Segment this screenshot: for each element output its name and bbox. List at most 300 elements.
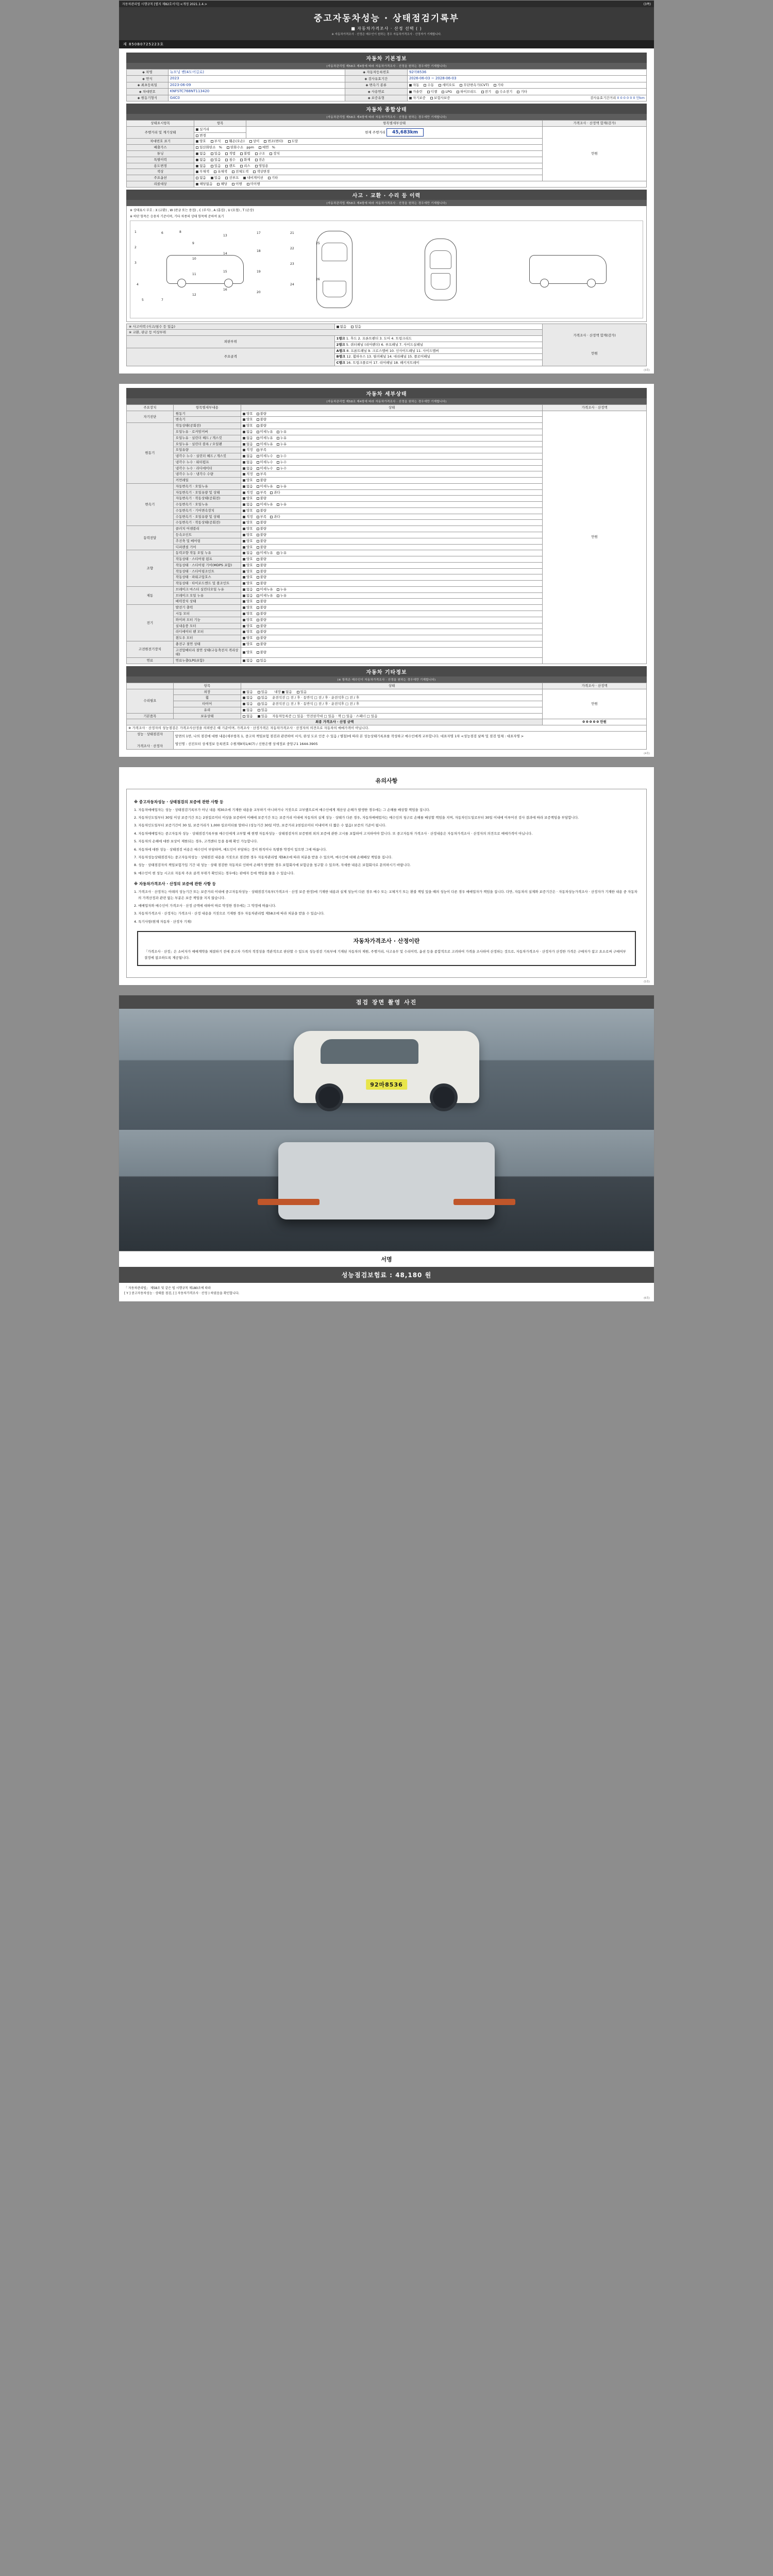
opt-use-yes[interactable]: 있음 bbox=[211, 164, 221, 168]
opt-fuel-hybrid[interactable]: 하이브리드 bbox=[457, 90, 476, 94]
opt-color-chromatic[interactable]: 유채색 bbox=[214, 170, 227, 174]
opt-exterior-yes[interactable]: 있음 bbox=[258, 690, 268, 694]
opt-누유[interactable] bbox=[277, 430, 287, 434]
checkbox-icon[interactable] bbox=[257, 564, 259, 567]
opt-불량[interactable] bbox=[257, 642, 267, 647]
opt-불량[interactable] bbox=[257, 569, 267, 574]
checkbox-icon[interactable] bbox=[243, 534, 245, 536]
checkbox-icon[interactable] bbox=[243, 659, 245, 662]
row-vin-opts[interactable] bbox=[194, 139, 543, 145]
row-mileage-opts[interactable] bbox=[194, 126, 246, 132]
checkbox-icon[interactable] bbox=[277, 485, 279, 488]
checkbox-icon[interactable] bbox=[257, 413, 259, 415]
opt-양호[interactable] bbox=[243, 599, 253, 604]
checkbox-icon[interactable] bbox=[277, 588, 279, 591]
opt-누수[interactable] bbox=[277, 460, 287, 465]
checkbox-icon[interactable] bbox=[257, 600, 259, 603]
checkbox-icon[interactable] bbox=[257, 582, 259, 585]
opt-양호[interactable] bbox=[243, 581, 253, 586]
opt-interior-none[interactable]: 없음 bbox=[282, 690, 292, 694]
checkbox-icon[interactable] bbox=[277, 455, 279, 457]
opt-불량[interactable] bbox=[257, 496, 267, 501]
checkbox-icon[interactable] bbox=[243, 570, 245, 573]
checkbox-icon[interactable] bbox=[257, 576, 259, 579]
checkbox-icon[interactable] bbox=[257, 643, 259, 646]
detail-item-options[interactable] bbox=[241, 478, 542, 484]
opt-wheel-yes[interactable]: 있음 bbox=[258, 696, 268, 700]
opt-불량[interactable] bbox=[257, 509, 267, 513]
detail-item-options[interactable] bbox=[241, 520, 542, 526]
detail-item-options[interactable] bbox=[241, 574, 542, 581]
checkbox-icon[interactable] bbox=[257, 443, 259, 446]
opt-불량[interactable] bbox=[257, 478, 267, 483]
detail-item-options[interactable] bbox=[241, 441, 542, 447]
detail-item-options[interactable] bbox=[241, 459, 542, 465]
opt-transmission-auto[interactable]: 자동 bbox=[409, 83, 419, 88]
opt-없음[interactable] bbox=[243, 454, 253, 459]
detail-item-options[interactable] bbox=[241, 658, 542, 664]
detail-item-options[interactable] bbox=[241, 514, 542, 520]
opt-양호[interactable] bbox=[243, 412, 253, 416]
detail-item-options[interactable] bbox=[241, 453, 542, 460]
opt-color-full-repaint[interactable]: 전체도색 bbox=[232, 170, 248, 174]
detail-item-options[interactable] bbox=[241, 556, 542, 563]
opt-special-none[interactable]: 없음 bbox=[196, 158, 206, 162]
opt-tuning-legal[interactable]: 적법 bbox=[225, 151, 236, 156]
detail-item-options[interactable] bbox=[241, 538, 542, 544]
checkbox-icon[interactable] bbox=[257, 485, 259, 488]
row-recall-opts[interactable] bbox=[194, 181, 647, 187]
opt-불량[interactable] bbox=[257, 630, 267, 634]
opt-부족[interactable] bbox=[257, 515, 267, 519]
checkbox-icon[interactable] bbox=[257, 625, 259, 628]
opt-양호[interactable] bbox=[243, 630, 253, 634]
row-mileage-opt2[interactable] bbox=[194, 132, 246, 139]
checkbox-icon[interactable] bbox=[257, 479, 259, 482]
checkbox-icon[interactable] bbox=[243, 497, 245, 500]
row-options-opts[interactable] bbox=[194, 175, 543, 181]
opt-미세누수[interactable] bbox=[257, 454, 273, 459]
opt-양호[interactable] bbox=[243, 636, 253, 640]
detail-item-options[interactable] bbox=[241, 465, 542, 471]
opt-불량[interactable] bbox=[257, 527, 267, 531]
detail-item-options[interactable] bbox=[241, 417, 542, 423]
detail-item-options[interactable] bbox=[241, 507, 542, 514]
detail-item-options[interactable] bbox=[241, 611, 542, 617]
detail-item-options[interactable] bbox=[241, 562, 542, 568]
detail-item-options[interactable] bbox=[241, 429, 542, 435]
detail-item-options[interactable] bbox=[241, 623, 542, 629]
opt-과다[interactable] bbox=[270, 515, 280, 519]
opt-없음[interactable] bbox=[243, 502, 253, 507]
checkbox-icon[interactable] bbox=[243, 595, 245, 597]
opt-vin-damage[interactable]: 훼손(오손) bbox=[225, 139, 244, 144]
opt-미세누수[interactable] bbox=[257, 466, 273, 471]
opt-불량[interactable] bbox=[257, 599, 267, 604]
checkbox-icon[interactable] bbox=[257, 619, 259, 621]
opt-use-lease[interactable]: 리스 bbox=[240, 164, 250, 168]
checkbox-icon[interactable] bbox=[243, 449, 245, 451]
opt-미세누유[interactable] bbox=[257, 551, 273, 555]
detail-item-options[interactable] bbox=[241, 544, 542, 550]
opt-없음[interactable] bbox=[243, 466, 253, 471]
checkbox-icon[interactable] bbox=[257, 631, 259, 633]
detail-item-options[interactable] bbox=[241, 605, 542, 611]
opt-양호[interactable] bbox=[243, 527, 253, 531]
opt-emission-smoke[interactable]: 매연 % bbox=[259, 145, 275, 150]
opt-warranty-self[interactable]: 자기보증 bbox=[409, 96, 426, 100]
detail-item-options[interactable] bbox=[241, 411, 542, 417]
warranty-and-distance[interactable] bbox=[407, 95, 646, 101]
opt-미세누유[interactable] bbox=[257, 502, 273, 507]
opt-불량[interactable] bbox=[257, 423, 267, 428]
checkbox-icon[interactable] bbox=[277, 461, 279, 464]
opt-양호[interactable] bbox=[243, 612, 253, 616]
opt-없음[interactable] bbox=[243, 436, 253, 440]
opt-tuning-structure[interactable]: 구조 bbox=[255, 151, 265, 156]
opt-양호[interactable] bbox=[243, 423, 253, 428]
row-tuning-opts[interactable] bbox=[194, 150, 543, 157]
opt-recall-done[interactable]: 이행 bbox=[232, 182, 242, 187]
opt-tuning-none[interactable]: 없음 bbox=[196, 151, 206, 156]
checkbox-icon[interactable] bbox=[243, 443, 245, 446]
checkbox-icon[interactable] bbox=[243, 600, 245, 603]
checkbox-icon[interactable] bbox=[243, 631, 245, 633]
detail-item-options[interactable] bbox=[241, 599, 542, 605]
detail-item-options[interactable] bbox=[241, 502, 542, 508]
checkbox-icon[interactable] bbox=[243, 637, 245, 639]
opt-불량[interactable] bbox=[257, 533, 267, 537]
detail-item-options[interactable] bbox=[241, 647, 542, 658]
opt-양호[interactable] bbox=[243, 539, 253, 544]
checkbox-icon[interactable] bbox=[257, 425, 259, 427]
checkbox-icon[interactable] bbox=[257, 510, 259, 512]
detail-item-options[interactable] bbox=[241, 629, 542, 635]
opt-없음[interactable] bbox=[243, 460, 253, 465]
checkbox-icon[interactable] bbox=[257, 546, 259, 549]
checkbox-icon[interactable] bbox=[277, 443, 279, 446]
checkbox-icon[interactable] bbox=[243, 528, 245, 530]
opt-양호[interactable] bbox=[243, 563, 253, 568]
opt-누유[interactable] bbox=[277, 484, 287, 489]
checkbox-icon[interactable] bbox=[257, 528, 259, 530]
opt-mileage-changed[interactable]: 변경 bbox=[196, 133, 206, 138]
opt-vin-good[interactable]: 양호 bbox=[196, 139, 206, 144]
detail-item-options[interactable] bbox=[241, 635, 542, 641]
checkbox-icon[interactable] bbox=[243, 552, 245, 554]
opt-양호[interactable] bbox=[243, 496, 253, 501]
checkbox-icon[interactable] bbox=[277, 431, 279, 433]
checkbox-icon[interactable] bbox=[277, 467, 279, 470]
checkbox-icon[interactable] bbox=[257, 651, 259, 654]
opt-transmission-cvt[interactable]: 무단변속기(CVT) bbox=[460, 83, 489, 88]
checkbox-icon[interactable] bbox=[243, 510, 245, 512]
opt-미세누유[interactable] bbox=[257, 587, 273, 592]
opt-누유[interactable] bbox=[277, 594, 287, 598]
opt-양호[interactable] bbox=[243, 569, 253, 574]
opt-불량[interactable] bbox=[257, 605, 267, 610]
checkbox-icon[interactable] bbox=[257, 570, 259, 573]
opt-accident-none[interactable]: 없음 bbox=[337, 325, 347, 329]
checkbox-icon[interactable] bbox=[243, 418, 245, 421]
checkbox-icon[interactable] bbox=[257, 516, 259, 518]
opt-use-none[interactable]: 없음 bbox=[196, 164, 206, 168]
opt-양호[interactable] bbox=[243, 417, 253, 422]
opt-불량[interactable] bbox=[257, 563, 267, 568]
checkbox-icon[interactable] bbox=[243, 540, 245, 543]
detail-item-options[interactable] bbox=[241, 496, 542, 502]
opt-불량[interactable] bbox=[257, 612, 267, 616]
opt-tuning-yes[interactable]: 있음 bbox=[211, 151, 221, 156]
checkbox-icon[interactable] bbox=[277, 503, 279, 506]
opt-transmission-etc[interactable]: 기타 bbox=[494, 83, 504, 88]
checkbox-icon[interactable] bbox=[257, 503, 259, 506]
opt-interior-yes[interactable]: 있음 bbox=[297, 690, 307, 694]
opt-누수[interactable] bbox=[277, 466, 287, 471]
opt-누유[interactable] bbox=[277, 442, 287, 447]
opt-special-yes[interactable]: 있음 bbox=[211, 158, 221, 162]
checkbox-icon[interactable] bbox=[243, 606, 245, 609]
opt-불량[interactable] bbox=[257, 539, 267, 544]
opt-양호[interactable] bbox=[243, 605, 253, 610]
opt-vin-erased[interactable]: 도말 bbox=[288, 139, 298, 144]
opt-불량[interactable] bbox=[257, 557, 267, 562]
opt-fuel-etc[interactable]: 기타 bbox=[517, 90, 527, 94]
opt-양호[interactable] bbox=[243, 520, 253, 525]
opt-부족[interactable] bbox=[257, 472, 267, 477]
opt-tuning-illegal[interactable]: 불법 bbox=[240, 151, 250, 156]
opt-미세누유[interactable] bbox=[257, 594, 273, 598]
checkbox-icon[interactable] bbox=[243, 521, 245, 524]
detail-item-options[interactable] bbox=[241, 526, 542, 532]
opt-option-yes[interactable]: 있음 bbox=[211, 176, 221, 180]
checkbox-icon[interactable] bbox=[257, 637, 259, 639]
opt-미세누유[interactable] bbox=[257, 430, 273, 434]
opt-special-total-loss[interactable]: 전손 bbox=[255, 158, 265, 162]
checkbox-icon[interactable] bbox=[243, 467, 245, 470]
opt-exterior-none[interactable]: 없음 bbox=[243, 690, 253, 694]
opt-미세누유[interactable] bbox=[257, 442, 273, 447]
checkbox-icon[interactable] bbox=[243, 564, 245, 567]
detail-item-options[interactable] bbox=[241, 471, 542, 478]
checkbox-icon[interactable] bbox=[257, 461, 259, 464]
checkbox-icon[interactable] bbox=[257, 455, 259, 457]
checkbox-icon[interactable] bbox=[257, 558, 259, 561]
detail-item-options[interactable] bbox=[241, 641, 542, 647]
opt-양호[interactable] bbox=[243, 642, 253, 647]
checkbox-icon[interactable] bbox=[257, 521, 259, 524]
checkbox-icon[interactable] bbox=[243, 455, 245, 457]
opt-accident-yes[interactable]: 있음 bbox=[351, 325, 361, 329]
opt-vin-altered[interactable]: 변조(변타) bbox=[264, 139, 283, 144]
opt-fuel-diesel[interactable]: 디젤 bbox=[427, 90, 438, 94]
checkbox-icon[interactable] bbox=[257, 473, 259, 476]
opt-누수[interactable] bbox=[277, 454, 287, 459]
opt-불량[interactable] bbox=[257, 545, 267, 550]
opt-불량[interactable] bbox=[257, 650, 267, 655]
opt-적정[interactable] bbox=[243, 472, 253, 477]
checkbox-icon[interactable] bbox=[257, 659, 259, 662]
opt-use-rent[interactable]: 렌트 bbox=[225, 164, 236, 168]
opt-없음[interactable] bbox=[243, 484, 253, 489]
checkbox-icon[interactable] bbox=[257, 534, 259, 536]
detail-item-options[interactable] bbox=[241, 447, 542, 453]
opt-불량[interactable] bbox=[257, 520, 267, 525]
opt-없음[interactable] bbox=[243, 658, 253, 663]
row-usechange-opts[interactable] bbox=[194, 163, 543, 169]
opt-glass-yes[interactable]: 있음 bbox=[258, 708, 268, 713]
checkbox-icon[interactable] bbox=[257, 467, 259, 470]
detail-item-options[interactable] bbox=[241, 617, 542, 623]
checkbox-icon[interactable] bbox=[257, 613, 259, 615]
opt-emission-co[interactable]: 일산화탄소 % bbox=[196, 145, 222, 150]
opt-special-fire[interactable]: 화재 bbox=[240, 158, 250, 162]
car-diagram-area[interactable] bbox=[130, 221, 643, 318]
transmission-options[interactable] bbox=[407, 82, 646, 88]
other-opts-wheel[interactable] bbox=[241, 695, 542, 701]
opt-누유[interactable] bbox=[277, 502, 287, 507]
checkbox-icon[interactable] bbox=[243, 651, 245, 654]
detail-item-options[interactable] bbox=[241, 586, 542, 592]
checkbox-icon[interactable] bbox=[277, 437, 279, 439]
opt-없음[interactable] bbox=[243, 594, 253, 598]
checkbox-icon[interactable] bbox=[243, 588, 245, 591]
detail-item-options[interactable] bbox=[241, 489, 542, 496]
opt-recall-applicable[interactable]: 해당 bbox=[217, 182, 227, 187]
checkbox-icon[interactable] bbox=[243, 503, 245, 506]
opt-fuel-electric[interactable]: 전기 bbox=[481, 90, 492, 94]
checkbox-icon[interactable] bbox=[243, 582, 245, 585]
checkbox-icon[interactable] bbox=[277, 595, 279, 597]
checkbox-icon[interactable] bbox=[243, 431, 245, 433]
opt-recall-not-done[interactable]: 미이행 bbox=[247, 182, 260, 187]
opt-color-achromatic[interactable]: 무채색 bbox=[196, 170, 209, 174]
checkbox-icon[interactable] bbox=[257, 552, 259, 554]
opt-transmission-manual[interactable]: 수동 bbox=[424, 83, 434, 88]
detail-item-options[interactable] bbox=[241, 568, 542, 574]
opt-양호[interactable] bbox=[243, 650, 253, 655]
checkbox-icon[interactable] bbox=[277, 552, 279, 554]
opt-미세누유[interactable] bbox=[257, 484, 273, 489]
opt-양호[interactable] bbox=[243, 624, 253, 629]
checkbox-icon[interactable] bbox=[243, 613, 245, 615]
detail-item-options[interactable] bbox=[241, 483, 542, 489]
opt-tire-yes[interactable]: 있음 bbox=[258, 702, 268, 706]
opt-적정[interactable] bbox=[243, 448, 253, 452]
opt-option-sunroof[interactable]: 선루프 bbox=[225, 176, 239, 180]
opt-없음[interactable] bbox=[243, 587, 253, 592]
opt-불량[interactable] bbox=[257, 618, 267, 622]
checkbox-icon[interactable] bbox=[257, 492, 259, 494]
opt-recall-na[interactable]: 해당없음 bbox=[196, 182, 212, 187]
opt-basic-yes[interactable]: 있음 bbox=[258, 714, 268, 719]
detail-item-options[interactable] bbox=[241, 532, 542, 538]
opt-불량[interactable] bbox=[257, 417, 267, 422]
checkbox-icon[interactable] bbox=[257, 606, 259, 609]
opt-적정[interactable] bbox=[243, 515, 253, 519]
opt-fuel-hydrogen[interactable]: 수소전기 bbox=[496, 90, 512, 94]
row-color-opts[interactable] bbox=[194, 169, 543, 175]
opt-basic-none[interactable]: 없음 bbox=[243, 714, 253, 719]
opt-누유[interactable] bbox=[277, 587, 287, 592]
opt-emission-hc[interactable]: 탄화수소 ppm bbox=[227, 145, 254, 150]
detail-item-options[interactable] bbox=[241, 435, 542, 441]
checkbox-icon[interactable] bbox=[257, 418, 259, 421]
opt-glass-none[interactable]: 없음 bbox=[243, 708, 253, 713]
checkbox-icon[interactable] bbox=[243, 479, 245, 482]
opt-누유[interactable] bbox=[277, 436, 287, 440]
checkbox-icon[interactable] bbox=[270, 492, 273, 494]
other-opts-glass[interactable] bbox=[241, 707, 542, 713]
opt-과다[interactable] bbox=[270, 490, 280, 495]
opt-fuel-lpg[interactable]: LPG bbox=[442, 90, 452, 94]
checkbox-icon[interactable] bbox=[257, 449, 259, 451]
checkbox-icon[interactable] bbox=[243, 546, 245, 549]
checkbox-icon[interactable] bbox=[257, 540, 259, 543]
checkbox-icon[interactable] bbox=[243, 516, 245, 518]
checkbox-icon[interactable] bbox=[243, 473, 245, 476]
opt-vin-corrosion[interactable]: 부식 bbox=[211, 139, 221, 144]
opt-warranty-insurer[interactable]: 보험사보증 bbox=[430, 96, 450, 100]
opt-불량[interactable] bbox=[257, 581, 267, 586]
opt-양호[interactable] bbox=[243, 618, 253, 622]
detail-item-options[interactable] bbox=[241, 592, 542, 599]
fuel-options[interactable] bbox=[407, 89, 646, 95]
opt-option-navigation[interactable]: 내비게이션 bbox=[243, 176, 263, 180]
opt-fuel-gasoline[interactable]: 가솔린 bbox=[409, 90, 423, 94]
opt-vin-different[interactable]: 상이 bbox=[249, 139, 260, 144]
opt-불량[interactable] bbox=[257, 575, 267, 580]
checkbox-icon[interactable] bbox=[243, 425, 245, 427]
opt-미세누유[interactable] bbox=[257, 436, 273, 440]
checkbox-icon[interactable] bbox=[243, 461, 245, 464]
checkbox-icon[interactable] bbox=[257, 595, 259, 597]
opt-use-commercial[interactable]: 영업용 bbox=[255, 164, 268, 168]
checkbox-icon[interactable] bbox=[270, 516, 273, 518]
accident-history-opts[interactable] bbox=[334, 324, 543, 330]
checkbox-icon[interactable] bbox=[257, 588, 259, 591]
checkbox-icon[interactable] bbox=[243, 625, 245, 628]
checkbox-icon[interactable] bbox=[257, 497, 259, 500]
checkbox-icon[interactable] bbox=[243, 485, 245, 488]
opt-불량[interactable] bbox=[257, 624, 267, 629]
opt-없음[interactable] bbox=[243, 551, 253, 555]
opt-부족[interactable] bbox=[257, 448, 267, 452]
detail-item-options[interactable] bbox=[241, 581, 542, 587]
opt-tire-none[interactable]: 없음 bbox=[243, 702, 253, 706]
checkbox-icon[interactable] bbox=[243, 643, 245, 646]
opt-있음[interactable] bbox=[257, 658, 267, 663]
checkbox-icon[interactable] bbox=[243, 576, 245, 579]
row-emission-opts[interactable] bbox=[194, 145, 543, 151]
opt-불량[interactable] bbox=[257, 636, 267, 640]
opt-적정[interactable] bbox=[243, 490, 253, 495]
checkbox-icon[interactable] bbox=[257, 437, 259, 439]
opt-부족[interactable] bbox=[257, 490, 267, 495]
opt-color-changed[interactable]: 색상변경 bbox=[253, 170, 270, 174]
opt-미세누수[interactable] bbox=[257, 460, 273, 465]
opt-tuning-device[interactable]: 장치 bbox=[270, 151, 280, 156]
opt-누유[interactable] bbox=[277, 551, 287, 555]
checkbox-icon[interactable] bbox=[243, 413, 245, 415]
opt-양호[interactable] bbox=[243, 545, 253, 550]
checkbox-icon[interactable] bbox=[243, 437, 245, 439]
opt-transmission-semi[interactable]: 세미오토 bbox=[439, 83, 455, 88]
opt-mileage-actual[interactable]: 실거리 bbox=[196, 127, 209, 132]
other-opts-tire[interactable] bbox=[241, 701, 542, 707]
opt-special-flood[interactable]: 침수 bbox=[225, 158, 236, 162]
opt-불량[interactable] bbox=[257, 412, 267, 416]
